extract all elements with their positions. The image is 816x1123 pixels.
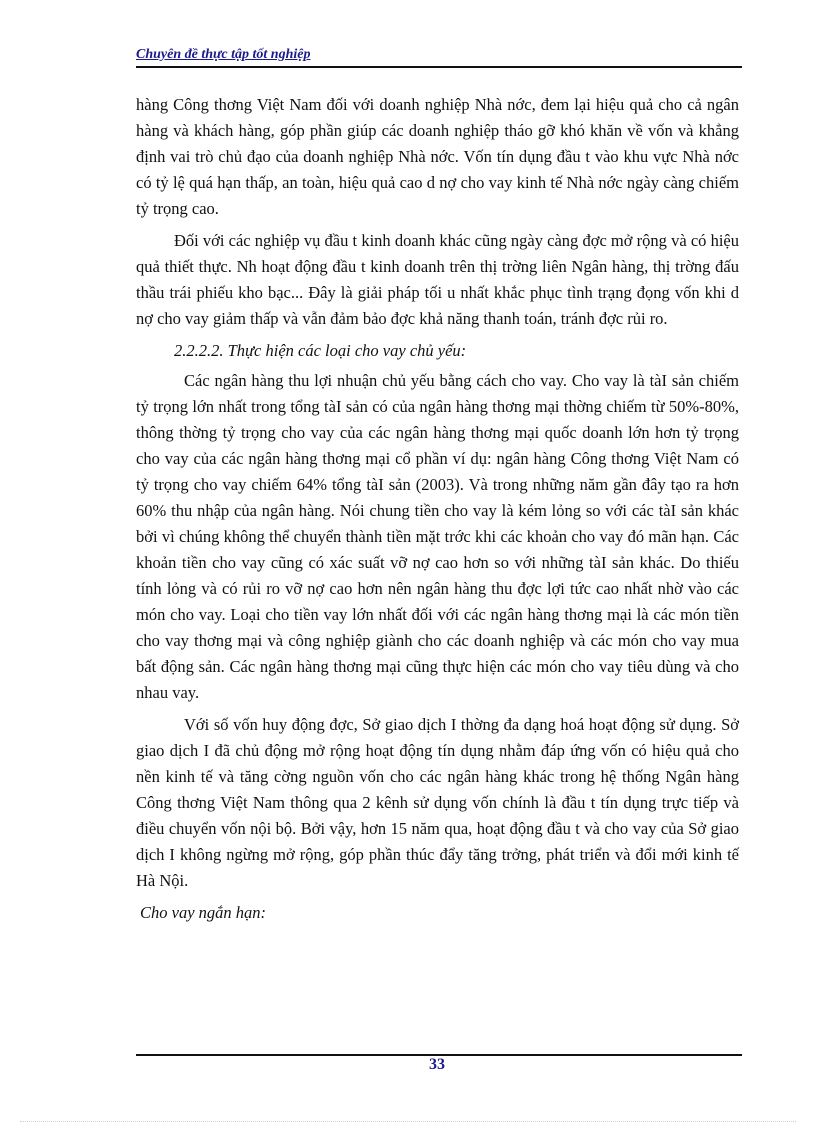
paragraph: hàng Công thơng Việt Nam đối với doanh nghiệp Nhà nớc, đem lại hiệu quả cho cả ngân hàng và khách hàng, góp phần giúp các doanh nghiệp tháo gỡ khó khăn về vốn và khẳng định vai trò chủ đạo của doanh nghiệp Nhà nớc. Vốn tín dụng đầu t vào khu vực Nhà nớc có tỷ lệ quá hạn thấp, an toàn, hiệu quả cao d nợ cho vay kinh tế Nhà nớc ngày càng chiếm tỷ trọng cao. [136, 95, 739, 218]
paragraph: Các ngân hàng thu lợi nhuận chủ yếu bằng cách cho vay. Cho vay là tàI sản chiếm tỷ trọng lớn nhất trong tổng tàI sản có của ngân hàng thơng mại thờng chiếm từ 50%-80%, thông thờng tỷ trọng cho vay của các ngân hàng thơng mại quốc doanh lớn hơn tỷ trọng cho vay của các ngân hàng thơng mại cổ phần ví dụ: ngân hàng Công thơng Việt Nam có tỷ trọng cho vay chiếm 64% tổng tàI sản (2003). Và trong những năm gần đây tạo ra hơn 60% thu nhập của ngân hàng. Nói chung tiền cho vay là kém lỏng so với các tàI sản khác bởi vì chúng không thể chuyển thành tiền mặt trớc khi các khoản cho vay đó mãn hạn. Các khoản tiền cho vay cũng có xác suất vỡ nợ cao hơn so với những tàI sản khác. Do thiếu tính lỏng và có rủi ro vỡ nợ cao hơn nên ngân hàng thu đợc lợi tức cao nhất nhờ vào các món cho vay. Loại cho tiền vay lớn nhất đối với các ngân hàng thơng mại là các món tiền cho vay thơng mại và công nghiệp giành cho các doanh nghiệp và các món cho vay mua bất động sản. Các ngân hàng thơng mại cũng thực hiện các món cho vay tiêu dùng và cho nhau vay. [136, 371, 739, 702]
page-edge [20, 1121, 796, 1122]
section-heading: 2.2.2.2. Thực hiện các loại cho vay chủ yếu: [174, 341, 467, 360]
paragraph: Đối với các nghiệp vụ đầu t kinh doanh khác cũng ngày càng đợc mở rộng và có hiệu quả thiết thực. Nh hoạt động đầu t kinh doanh trên thị trờng liên Ngân hàng, thị trờng đấu thầu trái phiếu kho bạc... Đây là giải pháp tối u nhất khắc phục tình trạng đọng vốn khi d nợ cho vay giảm thấp và vẫn đảm bảo đợc khả năng thanh toán, tránh đợc rủi ro. [136, 231, 739, 328]
document-body [136, 92, 739, 926]
header-divider [136, 66, 742, 68]
paragraph: Với số vốn huy động đợc, Sở giao dịch I thờng đa dạng hoá hoạt động sử dụng. Sở giao dịch I đã chủ động mở rộng hoạt động tín dụng nhằm đáp ứng vốn có hiệu quả cho nền kinh tế và tăng cờng nguồn vốn cho các ngân hàng khác trong hệ thống Ngân hàng Công thơng Việt Nam thông qua 2 kênh sử dụng vốn chính là đầu t tín dụng trực tiếp và điều chuyển vốn nội bộ. Bởi vậy, hơn 15 năm qua, hoạt động đầu t và cho vay của Sở giao dịch I không ngừng mở rộng, góp phần thúc đẩy tăng trởng, phát triển và đổi mới kinh tế Hà Nội. [136, 715, 739, 890]
header-title: Chuyên đề thực tập tốt nghiệp [136, 47, 311, 62]
page-number: 33 [429, 1056, 445, 1073]
section-subheading: Cho vay ngắn hạn: [140, 903, 267, 922]
